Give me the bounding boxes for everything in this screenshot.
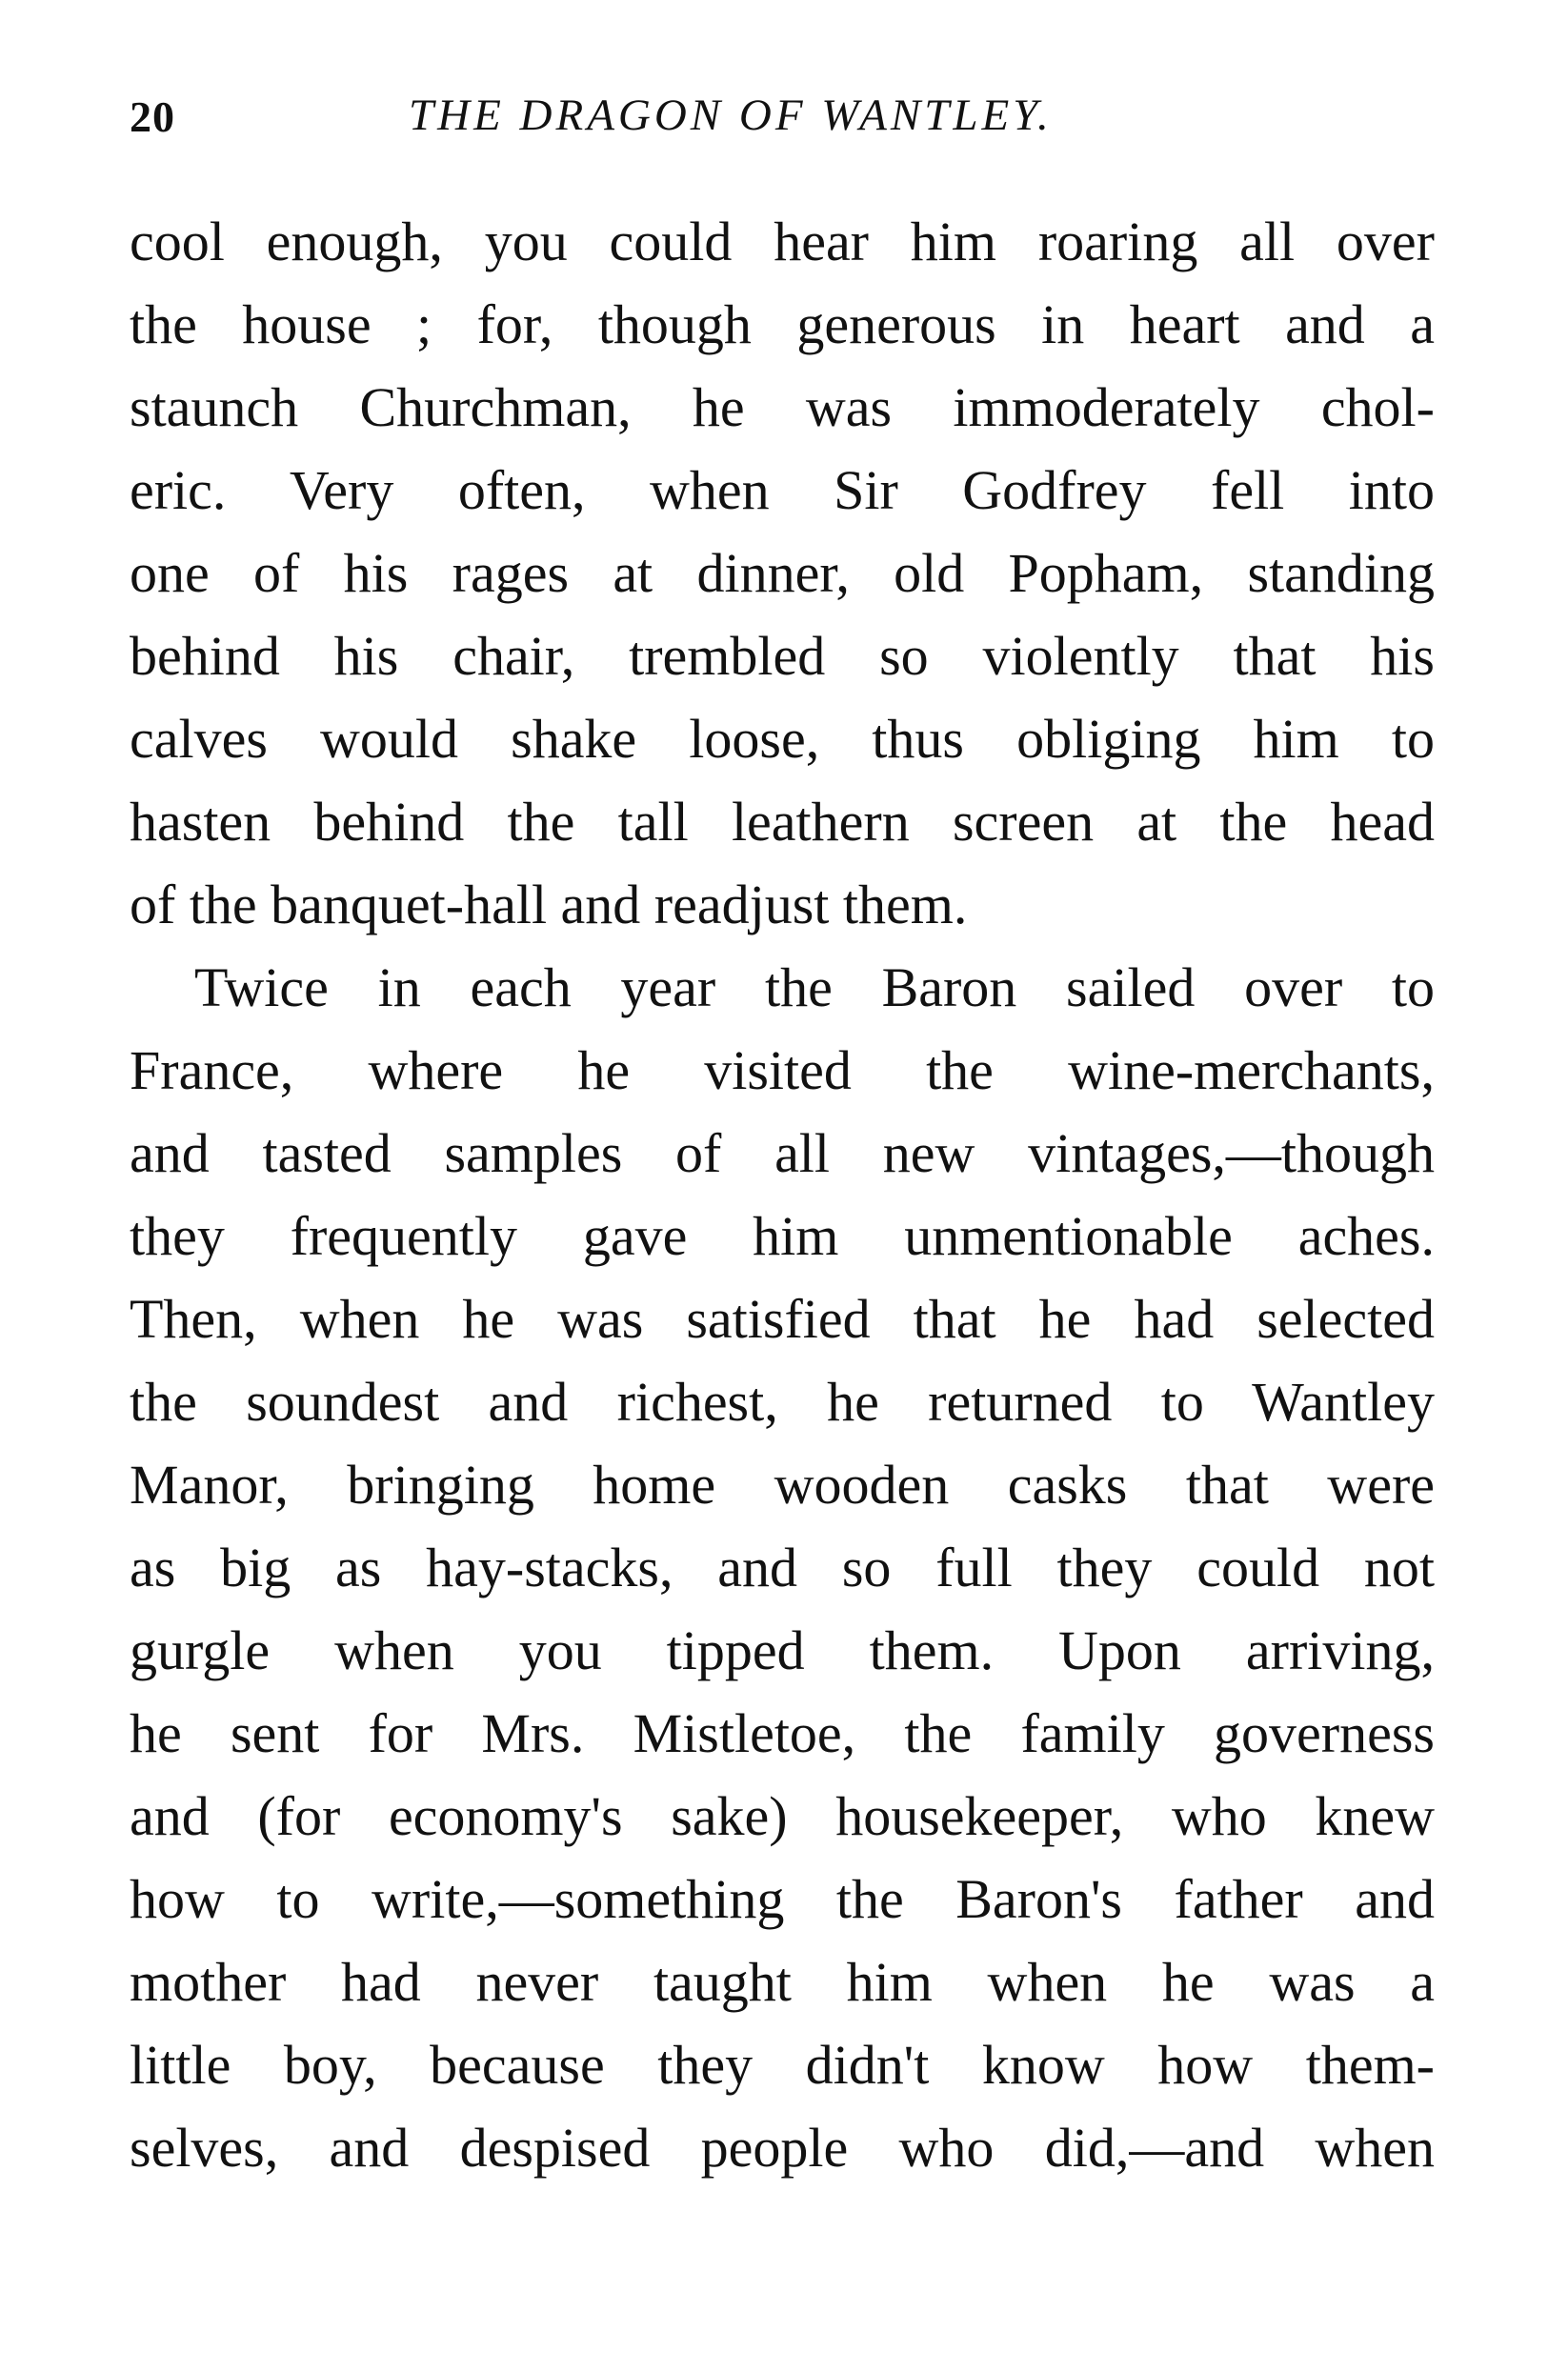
text-line: how to write,—something the Baron's father and [130,1868,1435,1930]
text-line: Twice in each year the Baron sailed over to [194,956,1435,1018]
text-line: of the banquet-hall and readjust them. [130,874,968,935]
text-line: selves, and despised people who did,—and when [130,2117,1435,2179]
text-line: staunch Churchman, he was immoderately chol- [130,376,1435,438]
text-line: as big as hay-stacks, and so full they could not [130,1537,1435,1598]
text-line: Manor, bringing home wooden casks that were [130,1454,1435,1516]
text-line: the house ; for, though generous in heart and a [130,293,1435,355]
text-line: they frequently gave him unmentionable aches. [130,1205,1435,1267]
text-line: calves would shake loose, thus obliging him to [130,708,1435,770]
text-line: cool enough, you could hear him roaring all over [130,211,1435,272]
text-line: France, where he visited the wine-merchants, [130,1039,1435,1101]
text-line: and (for economy's sake) housekeeper, who knew [130,1785,1435,1847]
text-line: mother had never taught him when he was a [130,1951,1435,2013]
text-line: he sent for Mrs. Mistletoe, the family governess [130,1702,1435,1764]
text-line: hasten behind the tall leathern screen at the head [130,791,1435,853]
text-line: Then, when he was satisfied that he had selected [130,1288,1435,1350]
page-number: 20 [130,92,175,141]
text-line: and tasted samples of all new vintages,—though [130,1122,1435,1184]
body-text [130,200,1435,2189]
text-line: little boy, because they didn't know how them- [130,2034,1435,2096]
text-line: the soundest and richest, he returned to Wantley [130,1371,1435,1433]
page-header [130,84,1435,151]
text-line: gurgle when you tipped them. Upon arriving, [130,1619,1435,1681]
running-head: THE DRAGON OF WANTLEY. [409,90,1053,140]
text-line: one of his rages at dinner, old Popham, standing [130,542,1435,604]
text-line: eric. Very often, when Sir Godfrey fell into [130,459,1435,521]
text-line: behind his chair, trembled so violently that his [130,625,1435,687]
